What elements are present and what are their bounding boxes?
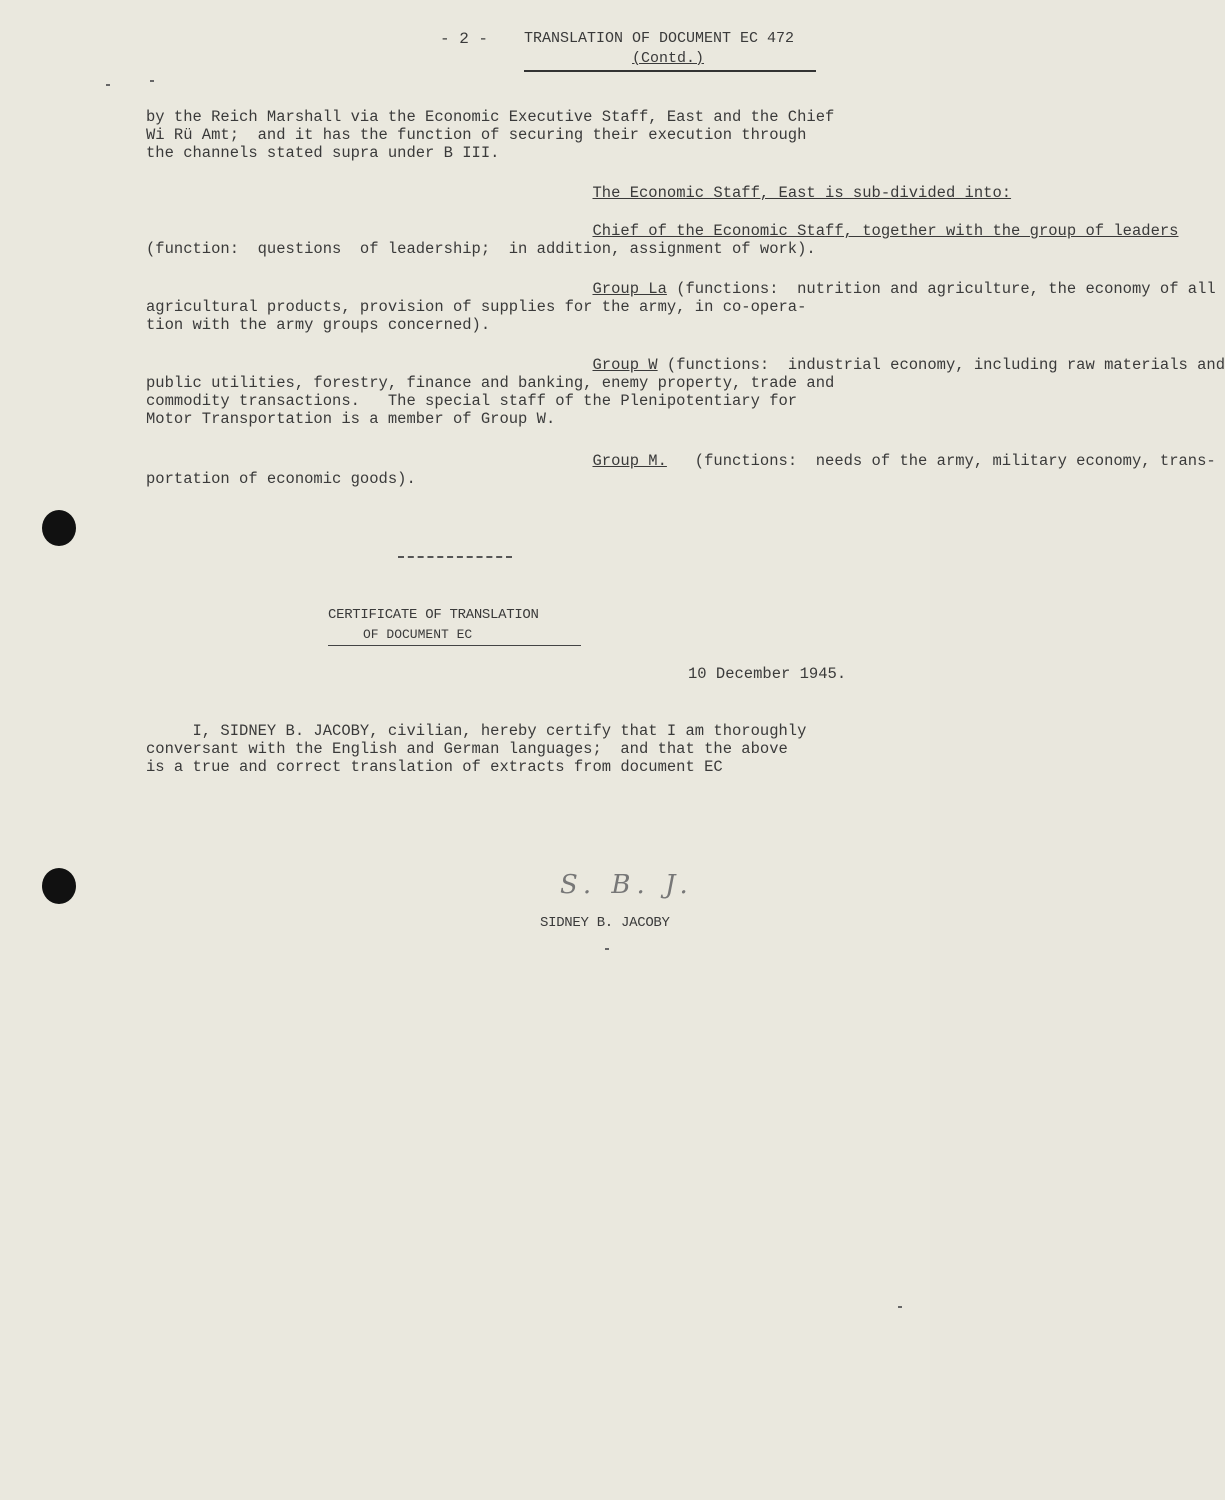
group-w-label: Group W xyxy=(592,356,658,374)
group-la-line: tion with the army groups concerned). xyxy=(146,316,491,334)
group-w-paragraph xyxy=(146,356,1225,428)
chief-paragraph xyxy=(146,222,1179,258)
intro-paragraph xyxy=(146,108,866,162)
page-header xyxy=(0,30,930,75)
punch-hole-bottom xyxy=(42,868,76,904)
group-m-line: (functions: needs of the army, military economy, trans- xyxy=(666,452,1216,470)
intro-line: Wi Rü Amt; and it has the function of securing their execution through xyxy=(146,126,807,144)
page-number: - 2 - xyxy=(440,30,489,48)
certificate-line: conversant with the English and German languages; and that the above xyxy=(146,740,788,758)
certificate-subtitle: OF DOCUMENT EC xyxy=(363,627,473,642)
subdivided-heading: The Economic Staff, East is sub-divided into: xyxy=(592,184,1012,202)
group-m-label: Group M. xyxy=(592,452,667,470)
certificate-paragraph xyxy=(146,722,866,776)
group-m-paragraph xyxy=(146,452,1216,488)
certificate-rule xyxy=(328,645,581,646)
group-w-line: Motor Transportation is a member of Group W. xyxy=(146,410,556,428)
intro-line: by the Reich Marshall via the Economic Executive Staff, East and the Chief xyxy=(146,108,835,126)
section-separator xyxy=(398,556,512,558)
group-m-line: portation of economic goods). xyxy=(146,470,416,488)
group-w-line: public utilities, forestry, finance and banking, enemy property, trade and xyxy=(146,374,835,392)
paper-speck xyxy=(898,1306,902,1308)
handwritten-signature: S. B. J. xyxy=(560,870,694,900)
chief-heading: Chief of the Economic Staff, together with the group of leaders xyxy=(592,222,1179,240)
certificate-line: I, SIDNEY B. JACOBY, civilian, hereby certify that I am thoroughly xyxy=(146,722,807,740)
paper-speck xyxy=(150,80,154,82)
group-w-line: commodity transactions. The special staff of the Plenipotentiary for xyxy=(146,392,798,410)
group-la-line: agricultural products, provision of supplies for the army, in co-opera- xyxy=(146,298,807,316)
group-la-paragraph xyxy=(146,280,1216,334)
header-rule xyxy=(524,70,816,72)
signatory-name: SIDNEY B. JACOBY xyxy=(540,915,670,931)
continued-label: (Contd.) xyxy=(632,50,705,67)
certificate-line: is a true and correct translation of extracts from document EC xyxy=(146,758,723,776)
certificate-title: CERTIFICATE OF TRANSLATION xyxy=(328,607,539,623)
chief-function: (function: questions of leadership; in addition, assignment of work). xyxy=(146,240,816,258)
group-la-line: (functions: nutrition and agriculture, the economy of all xyxy=(666,280,1216,298)
group-w-line: (functions: industrial economy, including raw materials and xyxy=(657,356,1225,374)
paper-speck xyxy=(106,84,110,86)
intro-line: the channels stated supra under B III. xyxy=(146,144,500,162)
subdivided-heading-block xyxy=(146,184,1012,202)
certificate-date: 10 December 1945. xyxy=(688,665,847,683)
punch-hole-top xyxy=(42,510,76,546)
group-la-label: Group La xyxy=(592,280,667,298)
document-title: TRANSLATION OF DOCUMENT EC 472 xyxy=(524,30,795,47)
paper-speck xyxy=(605,948,609,950)
